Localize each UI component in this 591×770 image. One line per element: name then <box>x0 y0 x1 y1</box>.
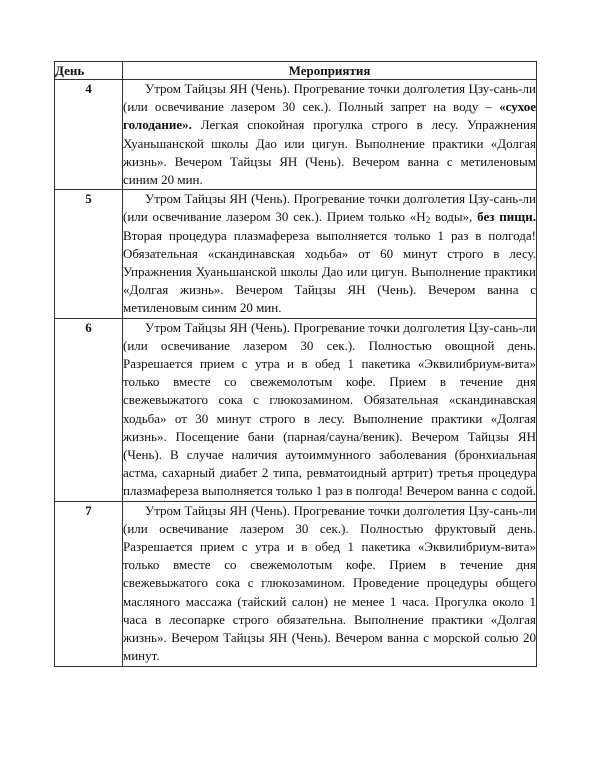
activities-cell <box>123 501 537 666</box>
header-activities: Мероприятия <box>123 62 537 80</box>
activities-cell <box>123 318 537 501</box>
text-segment: Утром Тайцзы ЯН (Чень). Прогревание точки долголетия Цзу-сань-ли (или освечивание лазером 30 сек.). Прием только «H <box>123 191 536 225</box>
day-number: 6 <box>55 318 123 501</box>
emphasis-text: «сухое голодание». <box>123 99 536 133</box>
day-number: 5 <box>55 190 123 318</box>
table-row <box>55 190 537 318</box>
text-segment: Легкая спокойная прогулка строго в лесу. Упражнения Хуаньшанской школы Дао или цигун. Выполнение практики «Долгая жизнь». Вечером Тайцзы ЯН (Чень). Вечером ванна с метиленовым синим 20 мин. <box>123 117 536 188</box>
table-row <box>55 80 537 190</box>
activities-text: Утром Тайцзы ЯН (Чень). Прогревание точки долголетия Цзу-сань-ли (или освечивание лазером 30 сек.). Полностью овощной день. Разрешается прием с утра и в обед 1 пакетика «Эквилибриум-вита» только вместе со свежемолотым кофе. Прием в течение дня свежевыжатого сока с глюкозамином. Обязательная «скандинавская ходьба» от 30 минут строго в лесу. Выполнение практики «Долгая жизнь». Посещение бани (парная/сауна/веник). Вечером Тайцзы ЯН (Чень). В случае наличия аутоиммунного заболевания (бронхиальная астма, сахарный диабет 2 типа, ревматоидный артрит) третья процедура плазмафереза выполняется только 1 раз в полгода! Вечером ванна с содой. <box>123 319 536 499</box>
activities-cell <box>123 190 537 318</box>
activities-cell <box>123 80 537 190</box>
table-row <box>55 501 537 666</box>
header-day: День <box>55 62 123 80</box>
activities-text <box>123 80 536 189</box>
text-segment: Вторая процедура плазмафереза выполняется только 1 раз в полгода! Обязательная «скандинавская ходьба» от 60 минут строго в лесу. Упражнения Хуаньшанской школы Дао или цигун. Выполнение практики «Долгая жизнь». Вечером Тайцзы ЯН (Чень). Вечером ванна с метиленовым синим 20 мин. <box>123 227 536 316</box>
document-page <box>54 61 536 667</box>
subscript-text: 2 <box>425 215 431 226</box>
table-header-row <box>55 62 537 80</box>
day-number: 4 <box>55 80 123 190</box>
text-segment: Утром Тайцзы ЯН (Чень). Прогревание точки долголетия Цзу-сань-ли (или освечивание лазером 30 сек.). Полный запрет на воду – <box>123 81 536 115</box>
emphasis-text: без пищи. <box>477 209 536 225</box>
schedule-table <box>54 61 537 667</box>
table-row <box>55 318 537 501</box>
activities-text <box>123 190 536 317</box>
activities-text: Утром Тайцзы ЯН (Чень). Прогревание точки долголетия Цзу-сань-ли (или освечивание лазером 30 сек.). Полностью фруктовый день. Разрешается прием с утра и в обед 1 пакетика «Эквилибриум-вита» только вместе со свежемолотым кофе. Прием в течение дня свежевыжатого сока с глюкозамином. Проведение процедуры общего масляного массажа (тайский салон) не менее 1 часа. Прогулка около 1 часа в лесопарке строго обязательна. Выполнение практики «Долгая жизнь». Вечером Тайцзы ЯН (Чень). Вечером ванна с морской солью 20 минут. <box>123 502 536 664</box>
day-number: 7 <box>55 501 123 666</box>
text-segment: воды», <box>430 209 478 225</box>
